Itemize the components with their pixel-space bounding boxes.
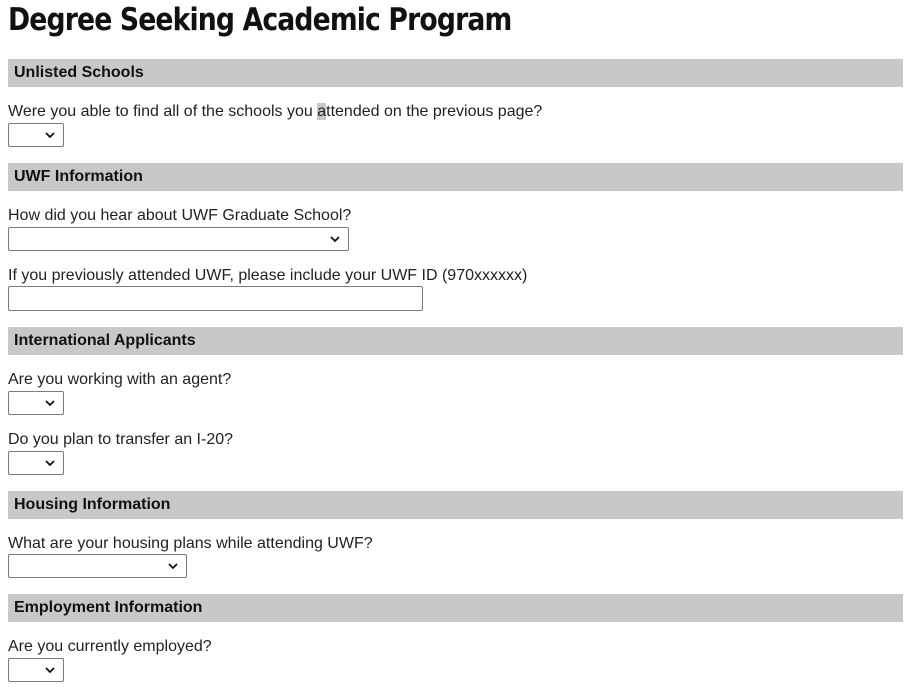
question-how-did-you-hear: How did you hear about UWF Graduate School?: [8, 207, 352, 224]
currently-employed-select[interactable]: [8, 658, 64, 682]
section-header-unlisted-schools: Unlisted Schools: [8, 59, 903, 87]
chevron-down-icon: [45, 131, 55, 139]
question-text-part: ttended on the previous page?: [326, 103, 543, 120]
transfer-i20-select[interactable]: [8, 451, 64, 475]
question-found-all-schools: [8, 102, 542, 122]
section-header-housing-information: Housing Information: [8, 491, 903, 519]
question-housing-plans: What are your housing plans while attending UWF?: [8, 535, 373, 552]
chevron-down-icon: [45, 666, 55, 674]
chevron-down-icon: [45, 399, 55, 407]
page-title: Degree Seeking Academic Program: [8, 2, 512, 38]
uwf-id-input[interactable]: [8, 286, 423, 311]
working-with-agent-select[interactable]: [8, 391, 64, 415]
question-working-with-agent: Are you working with an agent?: [8, 371, 232, 388]
text-selection-highlight: a: [317, 103, 327, 120]
how-did-you-hear-select[interactable]: [8, 227, 349, 251]
chevron-down-icon: [45, 459, 55, 467]
question-transfer-i20: Do you plan to transfer an I-20?: [8, 431, 234, 448]
housing-plans-select[interactable]: [8, 554, 187, 578]
found-all-schools-select[interactable]: [8, 123, 64, 147]
chevron-down-icon: [168, 562, 178, 570]
section-header-international-applicants: International Applicants: [8, 327, 903, 355]
chevron-down-icon: [330, 235, 340, 243]
question-text-part: Were you able to find all of the schools you: [8, 103, 318, 120]
section-header-employment-information: Employment Information: [8, 594, 903, 622]
question-currently-employed: Are you currently employed?: [8, 638, 212, 655]
question-uwf-id: If you previously attended UWF, please include your UWF ID (970xxxxxx): [8, 267, 528, 284]
section-header-uwf-information: UWF Information: [8, 163, 903, 191]
